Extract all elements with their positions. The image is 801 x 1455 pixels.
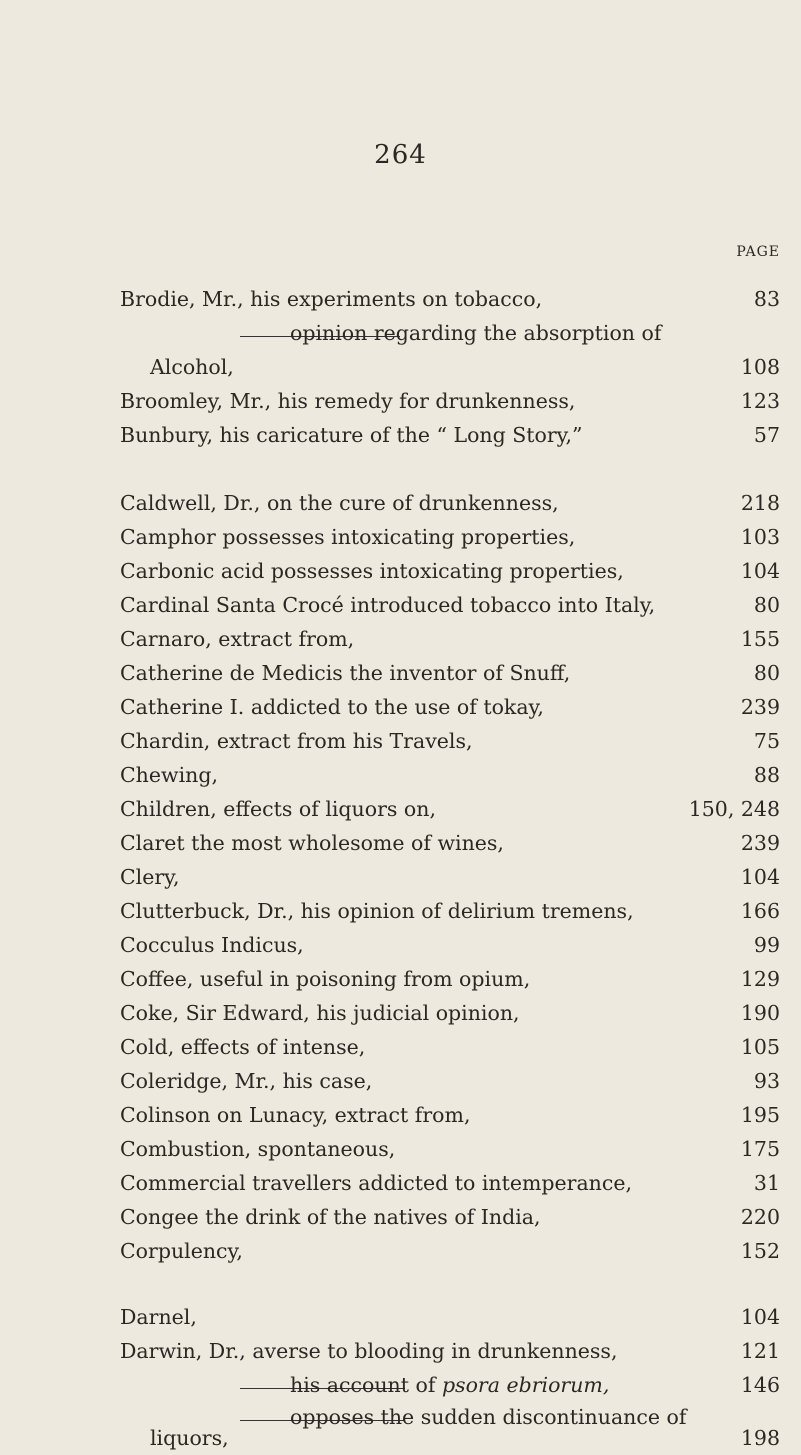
entry-page: 239 [740, 831, 780, 855]
index-entry [120, 724, 780, 758]
index-entry [120, 656, 780, 690]
entry-text: Clutterbuck, Dr., his opinion of delirium tremens, [120, 899, 634, 923]
entry-page: 218 [740, 491, 780, 515]
entry-page: 129 [740, 967, 780, 991]
index-entry [120, 622, 780, 656]
entry-text: Children, effects of liquors on, [120, 797, 436, 821]
entry-page: 104 [740, 865, 780, 889]
entry-page: 175 [740, 1137, 780, 1161]
entry-page: 99 [753, 933, 780, 957]
entry-text: Camphor possesses intoxicating properties, [120, 525, 576, 549]
entry-page: 190 [740, 1001, 780, 1025]
entry-page: 93 [753, 1069, 780, 1093]
index-entry [120, 520, 780, 554]
index-entry [120, 1200, 780, 1234]
entry-page: 198 [740, 1426, 780, 1450]
index-entry [120, 1234, 780, 1268]
index-entry [120, 316, 780, 350]
entry-text: Combustion, spontaneous, [120, 1137, 396, 1161]
entry-page: 104 [740, 1305, 780, 1329]
entry-page: 123 [740, 389, 780, 413]
index-entry [120, 826, 780, 860]
entry-page: 155 [740, 627, 780, 651]
entry-text: liquors, [150, 1426, 229, 1450]
entry-page: 83 [753, 287, 780, 311]
entry-text: Coleridge, Mr., his case, [120, 1069, 373, 1093]
entry-text: Claret the most wholesome of wines, [120, 831, 504, 855]
entry-page: 75 [753, 729, 780, 753]
entry-text: Chewing, [120, 763, 218, 787]
index-entry [120, 928, 780, 962]
entry-page: 57 [753, 423, 780, 447]
entry-text: Darwin, Dr., averse to blooding in drunkenness, [120, 1339, 618, 1363]
index-entry [120, 792, 780, 826]
entry-text: Colinson on Lunacy, extract from, [120, 1103, 471, 1127]
entry-page: 150, 248 [688, 797, 780, 821]
entry-text: Brodie, Mr., his experiments on tobacco, [120, 287, 543, 311]
entry-text: Cocculus Indicus, [120, 933, 304, 957]
entry-page: 104 [740, 559, 780, 583]
entry-page: 105 [740, 1035, 780, 1059]
index-entry [120, 554, 780, 588]
index-entry [120, 962, 780, 996]
entry-text: Catherine I. addicted to the use of tokay, [120, 695, 544, 719]
entry-text: Coffee, useful in poisoning from opium, [120, 967, 531, 991]
entry-text: Cardinal Santa Crocé introduced tobacco into Italy, [120, 593, 656, 617]
index-entry [120, 1421, 780, 1455]
entry-text: Chardin, extract from his Travels, [120, 729, 473, 753]
entry-page: 146 [740, 1373, 780, 1397]
entry-page: 88 [753, 763, 780, 787]
entry-text: Darnel, [120, 1305, 197, 1329]
entry-text: Coke, Sir Edward, his judicial opinion, [120, 1001, 520, 1025]
entry-page: 80 [753, 661, 780, 685]
entry-text: Corpulency, [120, 1239, 243, 1263]
entry-text: Carbonic acid possesses intoxicating properties, [120, 559, 624, 583]
index-entry [120, 690, 780, 724]
entry-text: Cold, effects of intense, [120, 1035, 366, 1059]
entry-text: Caldwell, Dr., on the cure of drunkenness, [120, 491, 559, 515]
index-entry [120, 1132, 780, 1166]
index-entry [120, 1098, 780, 1132]
entry-text: Bunbury, his caricature of the “ Long Story,” [120, 423, 583, 447]
entry-page: 239 [740, 695, 780, 719]
index-entry [120, 996, 780, 1030]
index-entry [120, 1334, 780, 1368]
index-entry [120, 1166, 780, 1200]
index-entry [120, 1064, 780, 1098]
index-entry [120, 1368, 780, 1402]
entry-text: Catherine de Medicis the inventor of Snuff, [120, 661, 571, 685]
index-entry [120, 1030, 780, 1064]
entry-text: Congee the drink of the natives of India, [120, 1205, 541, 1229]
entry-text: his account of psora ebriorum, [290, 1373, 610, 1397]
page-number: 264 [374, 140, 427, 170]
entry-page: 152 [740, 1239, 780, 1263]
index-entry [120, 588, 780, 622]
entry-text: Broomley, Mr., his remedy for drunkenness, [120, 389, 576, 413]
entry-page: 220 [740, 1205, 780, 1229]
index-entry [120, 418, 780, 452]
entry-text: Commercial travellers addicted to intemperance, [120, 1171, 633, 1195]
index-entry [120, 486, 780, 520]
index-entry [120, 1300, 780, 1334]
entry-page: 166 [740, 899, 780, 923]
index-entry [120, 350, 780, 384]
index-entry [120, 758, 780, 792]
entry-text: Clery, [120, 865, 180, 889]
index-entry [120, 860, 780, 894]
entry-text: Alcohol, [150, 355, 234, 379]
entry-text: opinion regarding the absorption of [290, 321, 662, 345]
entry-page: 108 [740, 355, 780, 379]
entry-page: 195 [740, 1103, 780, 1127]
entry-text: Carnaro, extract from, [120, 627, 355, 651]
index-entry [120, 384, 780, 418]
index-entry [120, 894, 780, 928]
entry-page: 103 [740, 525, 780, 549]
entry-page: 121 [740, 1339, 780, 1363]
entry-page: 80 [753, 593, 780, 617]
page-column-header: PAGE [736, 244, 780, 260]
entry-page: 31 [753, 1171, 780, 1195]
entry-text: opposes the sudden discontinuance of [290, 1405, 687, 1429]
index-entry [120, 282, 780, 316]
